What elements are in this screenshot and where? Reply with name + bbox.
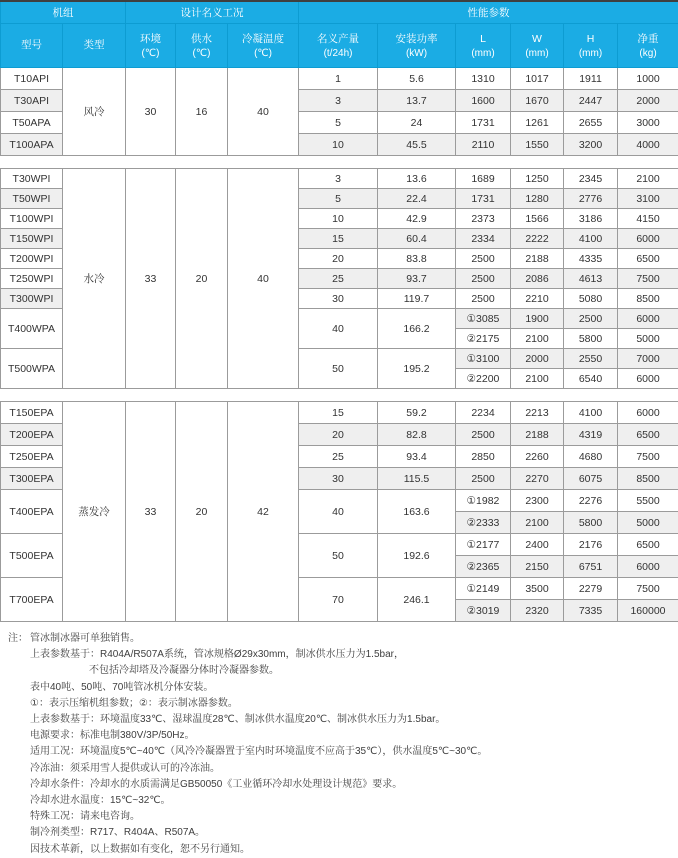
power-cell: 192.6: [378, 534, 456, 578]
column-label: 供水: [191, 32, 212, 45]
width-cell: 2100: [511, 369, 564, 389]
width-cell: 1261: [511, 112, 564, 134]
header-column: [511, 24, 564, 68]
water-supply-temp-cell: 16: [176, 68, 228, 156]
net-weight-cell: 8500: [618, 289, 678, 309]
model-cell: T400WPA: [1, 309, 63, 349]
capacity-cell: 50: [299, 349, 378, 389]
power-cell: 45.5: [378, 134, 456, 156]
model-cell: T10API: [1, 68, 63, 90]
width-cell: 2000: [511, 349, 564, 369]
note-line: 电源要求：标准电制380V/3P/50Hz。: [30, 730, 195, 742]
capacity-cell: 40: [299, 309, 378, 349]
power-cell: 13.6: [378, 169, 456, 189]
column-unit: (℃): [254, 47, 272, 59]
power-cell: 42.9: [378, 209, 456, 229]
net-weight-cell: 6000: [618, 309, 678, 329]
height-cell: 2176: [564, 534, 618, 556]
type-cell: 水冷: [63, 169, 126, 389]
length-cell: ①3085: [456, 309, 511, 329]
power-cell: 60.4: [378, 229, 456, 249]
net-weight-cell: 5000: [618, 329, 678, 349]
spec-table-water-cooled: [0, 168, 678, 389]
height-cell: 2776: [564, 189, 618, 209]
length-cell: ②2333: [456, 512, 511, 534]
length-cell: 1689: [456, 169, 511, 189]
capacity-cell: 70: [299, 578, 378, 622]
height-cell: 2500: [564, 309, 618, 329]
length-cell: 1310: [456, 68, 511, 90]
header-group: 机组: [1, 1, 126, 24]
width-cell: 1566: [511, 209, 564, 229]
power-cell: 195.2: [378, 349, 456, 389]
capacity-cell: 5: [299, 112, 378, 134]
header-column: [63, 24, 126, 68]
note-line: 上表参数基于：环境温度33℃、湿球温度28℃、制冰供水温度20℃、制冰供水压力为1.5bar。: [30, 714, 446, 726]
length-cell: 2110: [456, 134, 511, 156]
net-weight-cell: 8500: [618, 468, 678, 490]
note-line: 制冷剂类型：R717、R404A、R507A。: [30, 827, 206, 839]
length-cell: 2500: [456, 269, 511, 289]
note-line: 不包括冷却塔及冷凝器分体时冷凝器参数。: [89, 665, 279, 677]
column-label: 冷凝温度: [242, 32, 284, 45]
net-weight-cell: 1000: [618, 68, 678, 90]
capacity-cell: 3: [299, 90, 378, 112]
condensing-temp-cell: 42: [228, 402, 299, 622]
power-cell: 166.2: [378, 309, 456, 349]
model-cell: T700EPA: [1, 578, 63, 622]
net-weight-cell: 6000: [618, 556, 678, 578]
length-cell: 1731: [456, 189, 511, 209]
capacity-cell: 3: [299, 169, 378, 189]
model-cell: T500EPA: [1, 534, 63, 578]
width-cell: 1280: [511, 189, 564, 209]
model-cell: T50WPI: [1, 189, 63, 209]
width-cell: 2100: [511, 512, 564, 534]
height-cell: 6540: [564, 369, 618, 389]
column-label: 型号: [21, 39, 42, 51]
type-cell: 蒸发冷: [63, 402, 126, 622]
width-cell: 2400: [511, 534, 564, 556]
column-label: H: [586, 32, 595, 45]
notes-label: 注：: [8, 633, 28, 644]
height-cell: 4680: [564, 446, 618, 468]
height-cell: 6751: [564, 556, 618, 578]
length-cell: 2334: [456, 229, 511, 249]
model-cell: T400EPA: [1, 490, 63, 534]
height-cell: 4319: [564, 424, 618, 446]
net-weight-cell: 7500: [618, 578, 678, 600]
width-cell: 3500: [511, 578, 564, 600]
column-unit: (kg): [639, 47, 657, 59]
net-weight-cell: 3000: [618, 112, 678, 134]
length-cell: 2500: [456, 468, 511, 490]
length-cell: ①2177: [456, 534, 511, 556]
header-column: [126, 24, 176, 68]
ambient-temp-cell: 33: [126, 169, 176, 389]
model-cell: T200WPI: [1, 249, 63, 269]
note-line: 冷冻油：须采用雪人提供或认可的冷冻油。: [30, 762, 220, 774]
net-weight-cell: 3100: [618, 189, 678, 209]
note-line: 冷却水进水温度：15℃~32℃。: [30, 795, 171, 807]
model-cell: T150WPI: [1, 229, 63, 249]
power-cell: 83.8: [378, 249, 456, 269]
capacity-cell: 20: [299, 249, 378, 269]
power-cell: 82.8: [378, 424, 456, 446]
power-cell: 115.5: [378, 468, 456, 490]
capacity-cell: 1: [299, 68, 378, 90]
length-cell: 2500: [456, 424, 511, 446]
column-unit: (mm): [471, 47, 495, 59]
column-label: 类型: [83, 39, 105, 51]
note-line: 上表参数基于：R404A/R507A系统，管冰规格Ø29x30mm，制冰供水压力为1.5bar，: [30, 649, 404, 661]
length-cell: ①3100: [456, 349, 511, 369]
capacity-cell: 25: [299, 269, 378, 289]
model-cell: T500WPA: [1, 349, 63, 389]
power-cell: 93.4: [378, 446, 456, 468]
net-weight-cell: 5000: [618, 512, 678, 534]
power-cell: 119.7: [378, 289, 456, 309]
length-cell: 1600: [456, 90, 511, 112]
length-cell: ②2365: [456, 556, 511, 578]
height-cell: 5800: [564, 329, 618, 349]
power-cell: 59.2: [378, 402, 456, 424]
height-cell: 4335: [564, 249, 618, 269]
notes-section: [0, 631, 678, 858]
capacity-cell: 30: [299, 468, 378, 490]
length-cell: ②2200: [456, 369, 511, 389]
height-cell: 4100: [564, 402, 618, 424]
length-cell: ②3019: [456, 600, 511, 622]
model-cell: T150EPA: [1, 402, 63, 424]
net-weight-cell: 2000: [618, 90, 678, 112]
net-weight-cell: 6000: [618, 369, 678, 389]
width-cell: 2213: [511, 402, 564, 424]
model-cell: T300EPA: [1, 468, 63, 490]
length-cell: ②2175: [456, 329, 511, 349]
column-unit: (℃): [141, 47, 160, 59]
width-cell: 2188: [511, 424, 564, 446]
column-label: 环境: [140, 32, 161, 45]
header-column: [378, 24, 456, 68]
power-cell: 93.7: [378, 269, 456, 289]
net-weight-cell: 7500: [618, 269, 678, 289]
column-unit: (mm): [525, 47, 549, 59]
net-weight-cell: 2100: [618, 169, 678, 189]
height-cell: 4613: [564, 269, 618, 289]
power-cell: 5.6: [378, 68, 456, 90]
length-cell: 2850: [456, 446, 511, 468]
length-cell: 2373: [456, 209, 511, 229]
model-cell: T50APA: [1, 112, 63, 134]
width-cell: 2300: [511, 490, 564, 512]
capacity-cell: 30: [299, 289, 378, 309]
column-unit: (mm): [578, 47, 603, 59]
note-line: 适用工况：环境温度5℃~40℃（风冷冷凝器置于室内时环境温度不应高于35℃），供水温度5℃~30℃。: [30, 746, 488, 758]
length-cell: 1731: [456, 112, 511, 134]
width-cell: 1900: [511, 309, 564, 329]
model-cell: T250EPA: [1, 446, 63, 468]
height-cell: 5800: [564, 512, 618, 534]
water-supply-temp-cell: 20: [176, 402, 228, 622]
width-cell: 1250: [511, 169, 564, 189]
water-supply-temp-cell: 20: [176, 169, 228, 389]
width-cell: 2100: [511, 329, 564, 349]
spec-table-air-cooled: [0, 0, 678, 156]
spec-table-evap-cooled: [0, 401, 678, 622]
height-cell: 4100: [564, 229, 618, 249]
width-cell: 2188: [511, 249, 564, 269]
height-cell: 1911: [564, 68, 618, 90]
width-cell: 2270: [511, 468, 564, 490]
width-cell: 2260: [511, 446, 564, 468]
capacity-cell: 40: [299, 490, 378, 534]
note-line: 冷却水条件：冷却水的水质需满足GB50050《工业循环冷却水处理设计规范》要求。: [30, 778, 403, 790]
height-cell: 3200: [564, 134, 618, 156]
model-cell: T250WPI: [1, 269, 63, 289]
capacity-cell: 15: [299, 402, 378, 424]
capacity-cell: 5: [299, 189, 378, 209]
note-line: 表中40吨、50吨、70吨管冰机分体安装。: [30, 681, 214, 693]
ambient-temp-cell: 30: [126, 68, 176, 156]
type-cell: 风冷: [63, 68, 126, 156]
header-column: [299, 24, 378, 68]
width-cell: 2086: [511, 269, 564, 289]
model-cell: T100APA: [1, 134, 63, 156]
width-cell: 1670: [511, 90, 564, 112]
header-column: [456, 24, 511, 68]
model-cell: T30WPI: [1, 169, 63, 189]
header-group: 性能参数: [299, 1, 678, 24]
column-unit: (t/24h): [323, 47, 353, 59]
net-weight-cell: 5500: [618, 490, 678, 512]
net-weight-cell: 4150: [618, 209, 678, 229]
length-cell: ①1982: [456, 490, 511, 512]
note-line: 特殊工况：请来电咨询。: [30, 811, 140, 823]
net-weight-cell: 6500: [618, 534, 678, 556]
width-cell: 2222: [511, 229, 564, 249]
note-line: ①：表示压缩机组参数；②：表示制冰器参数。: [30, 697, 238, 709]
condensing-temp-cell: 40: [228, 169, 299, 389]
height-cell: 2655: [564, 112, 618, 134]
width-cell: 1017: [511, 68, 564, 90]
height-cell: 2550: [564, 349, 618, 369]
model-cell: T200EPA: [1, 424, 63, 446]
header-column: [176, 24, 228, 68]
power-cell: 13.7: [378, 90, 456, 112]
model-cell: T300WPI: [1, 289, 63, 309]
height-cell: 2276: [564, 490, 618, 512]
power-cell: 246.1: [378, 578, 456, 622]
net-weight-cell: 6000: [618, 229, 678, 249]
header-column: [564, 24, 618, 68]
length-cell: ①2149: [456, 578, 511, 600]
column-unit: (℃): [192, 47, 211, 59]
header-column: [228, 24, 299, 68]
length-cell: 2234: [456, 402, 511, 424]
width-cell: 1550: [511, 134, 564, 156]
header-column: [618, 24, 678, 68]
net-weight-cell: 6500: [618, 249, 678, 269]
height-cell: 3186: [564, 209, 618, 229]
capacity-cell: 15: [299, 229, 378, 249]
column-label: W: [532, 32, 542, 45]
net-weight-cell: 7000: [618, 349, 678, 369]
condensing-temp-cell: 40: [228, 68, 299, 156]
net-weight-cell: 6500: [618, 424, 678, 446]
power-cell: 24: [378, 112, 456, 134]
length-cell: 2500: [456, 249, 511, 269]
width-cell: 2210: [511, 289, 564, 309]
width-cell: 2320: [511, 600, 564, 622]
column-label: 安装功率: [395, 32, 438, 45]
header-column: [1, 24, 63, 68]
column-label: 净重: [637, 32, 659, 45]
column-label: 名义产量: [317, 32, 360, 45]
capacity-cell: 50: [299, 534, 378, 578]
header-group: 设计名义工况: [126, 1, 299, 24]
height-cell: 6075: [564, 468, 618, 490]
capacity-cell: 25: [299, 446, 378, 468]
column-unit: (kW): [405, 47, 428, 59]
model-cell: T30API: [1, 90, 63, 112]
net-weight-cell: 160000: [618, 600, 678, 622]
model-cell: T100WPI: [1, 209, 63, 229]
power-cell: 163.6: [378, 490, 456, 534]
height-cell: 5080: [564, 289, 618, 309]
note-line: 管冰制冰器可单独销售。: [30, 633, 140, 644]
capacity-cell: 10: [299, 134, 378, 156]
width-cell: 2150: [511, 556, 564, 578]
height-cell: 2447: [564, 90, 618, 112]
capacity-cell: 20: [299, 424, 378, 446]
height-cell: 2279: [564, 578, 618, 600]
power-cell: 22.4: [378, 189, 456, 209]
height-cell: 2345: [564, 169, 618, 189]
height-cell: 7335: [564, 600, 618, 622]
net-weight-cell: 7500: [618, 446, 678, 468]
ambient-temp-cell: 33: [126, 402, 176, 622]
capacity-cell: 10: [299, 209, 378, 229]
column-label: L: [480, 32, 486, 45]
length-cell: 2500: [456, 289, 511, 309]
net-weight-cell: 6000: [618, 402, 678, 424]
note-line: 因技术革新，以上数据如有变化，恕不另行通知。: [30, 843, 250, 855]
net-weight-cell: 4000: [618, 134, 678, 156]
